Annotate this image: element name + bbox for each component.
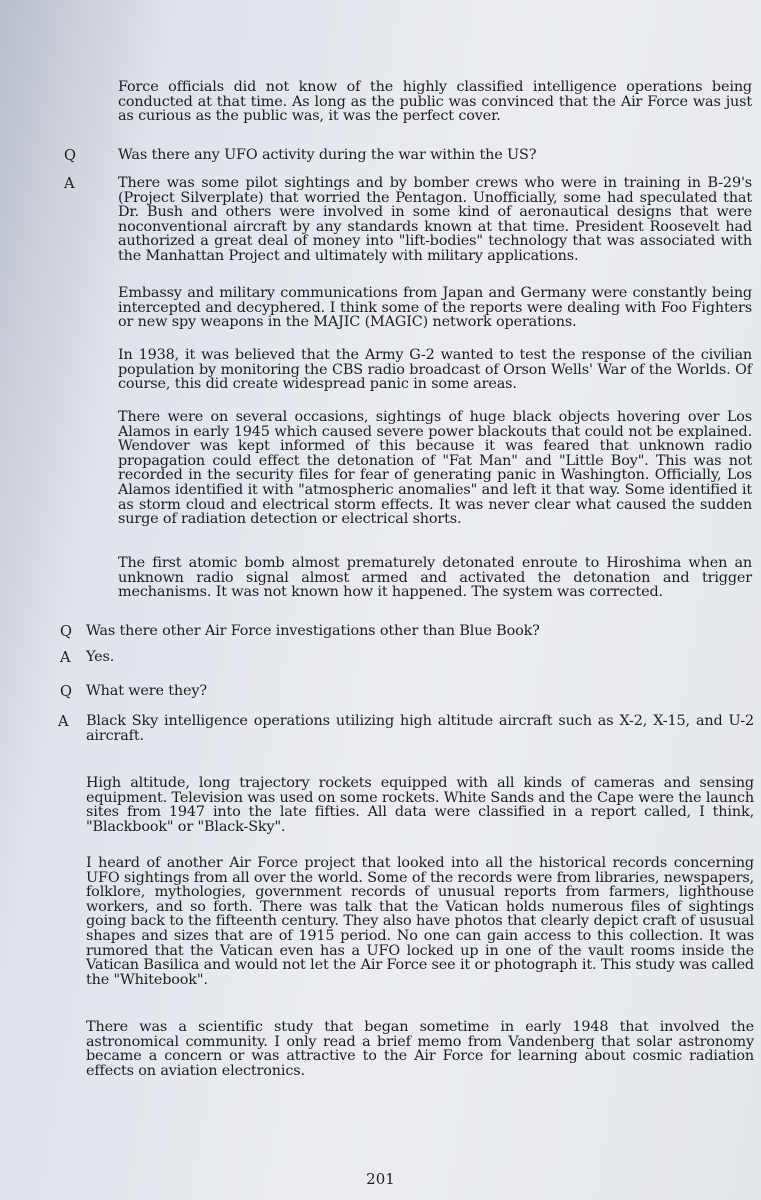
question-text: Was there other Air Force investigations other than Blue Book? — [86, 623, 540, 639]
question-text: What were they? — [86, 683, 207, 699]
answer-paragraph: Yes. — [86, 649, 115, 665]
answer-marker: A — [60, 649, 71, 666]
answer-paragraph: Black Sky intelligence operations utilizing high altitude aircraft such as X-2, X-15, and U-2 aircraft. — [86, 713, 754, 744]
answer-paragraph: There was some pilot sightings and by bomber crews who were in training in B-29's (Project Silverplate) that worried the Pentagon. Unofficially, some had speculated that Dr. Bush and others were involved in some kind of aeronautical designs that were noconventional aircraft by any standards known at that time. President Roosevelt had authorized a great deal of money into "lift-bodies" technology that was associated with the Manhattan Project and ultimately with military applications. — [118, 175, 752, 264]
intro-paragraph: Force officials did not know of the highly classified intelligence operations being conducted at that time. As long as the public was convinced that the Air Force was just as curious as the public was, it was the perfect cover. — [118, 79, 752, 125]
question-text: Was there any UFO activity during the war within the US? — [118, 147, 537, 163]
question-marker: Q — [60, 683, 72, 700]
answer-marker: A — [64, 175, 75, 192]
answer-paragraph: There were on several occasions, sightings of huge black objects hovering over Los Alamos in early 1945 which caused severe power blackouts that could not be explained. Wendover was kept informed of this because it was feared that unknown radio propagation could effect the detonation of "Fat Man" and "Little Boy". This was not recorded in the security files for fear of generating panic in Washington. Officially, Los Alamos identified it with "atmospheric anomalies" and left it that way. Some identified it as storm cloud and electrical storm effects. It was never clear what caused the sudden surge of radiation detection or electrical shorts. — [118, 409, 752, 528]
answer-paragraph: The first atomic bomb almost prematurely detonated enroute to Hiroshima when an unknown radio signal almost armed and activated the detonation and trigger mechanisms. It was not known how it happened. The system was corrected. — [118, 555, 752, 601]
question-marker: Q — [60, 623, 72, 640]
answer-paragraph: High altitude, long trajectory rockets equipped with all kinds of cameras and sensing equipment. Television was used on some rockets. White Sands and the Cape were the launch sites from 1947 into the late fifties. All data were classified in a report called, I think, "Blackbook" or "Black-Sky". — [86, 775, 754, 835]
question-marker: Q — [64, 147, 76, 164]
answer-paragraph: I heard of another Air Force project that looked into all the historical records concerning UFO sightings from all over the world. Some of the records were from libraries, newspapers, folklore, mythologies, government records of unusual reports from farmers, lighthouse workers, and so forth. There was talk that the Vatican holds numerous files of sightings going back to the fifteenth century. They also have photos that clearly depict craft of ususual shapes and sizes that are of 1915 period. No one can gain access to this collection. It was rumored that the Vatican even has a UFO locked up in one of the vault rooms inside the Vatican Basilica and would not let the Air Force see it or photograph it. This study was called the "Whitebook". — [86, 855, 754, 988]
page-number: 201 — [366, 1170, 395, 1188]
answer-paragraph: In 1938, it was believed that the Army G-2 wanted to test the response of the civilian population by monitoring the CBS radio broadcast of Orson Wells' War of the Worlds. Of course, this did create widespread panic in some areas. — [118, 347, 752, 393]
answer-marker: A — [58, 713, 69, 730]
answer-paragraph: There was a scientific study that began sometime in early 1948 that involved the astronomical community. I only read a brief memo from Vandenberg that solar astronomy became a concern or was attractive to the Air Force for learning about cosmic radiation effects on aviation electronics. — [86, 1019, 754, 1079]
answer-paragraph: Embassy and military communications from Japan and Germany were constantly being intercepted and decyphered. I think some of the reports were dealing with Foo Fighters or new spy weapons in the MAJIC (MAGIC) network operations. — [118, 285, 752, 331]
